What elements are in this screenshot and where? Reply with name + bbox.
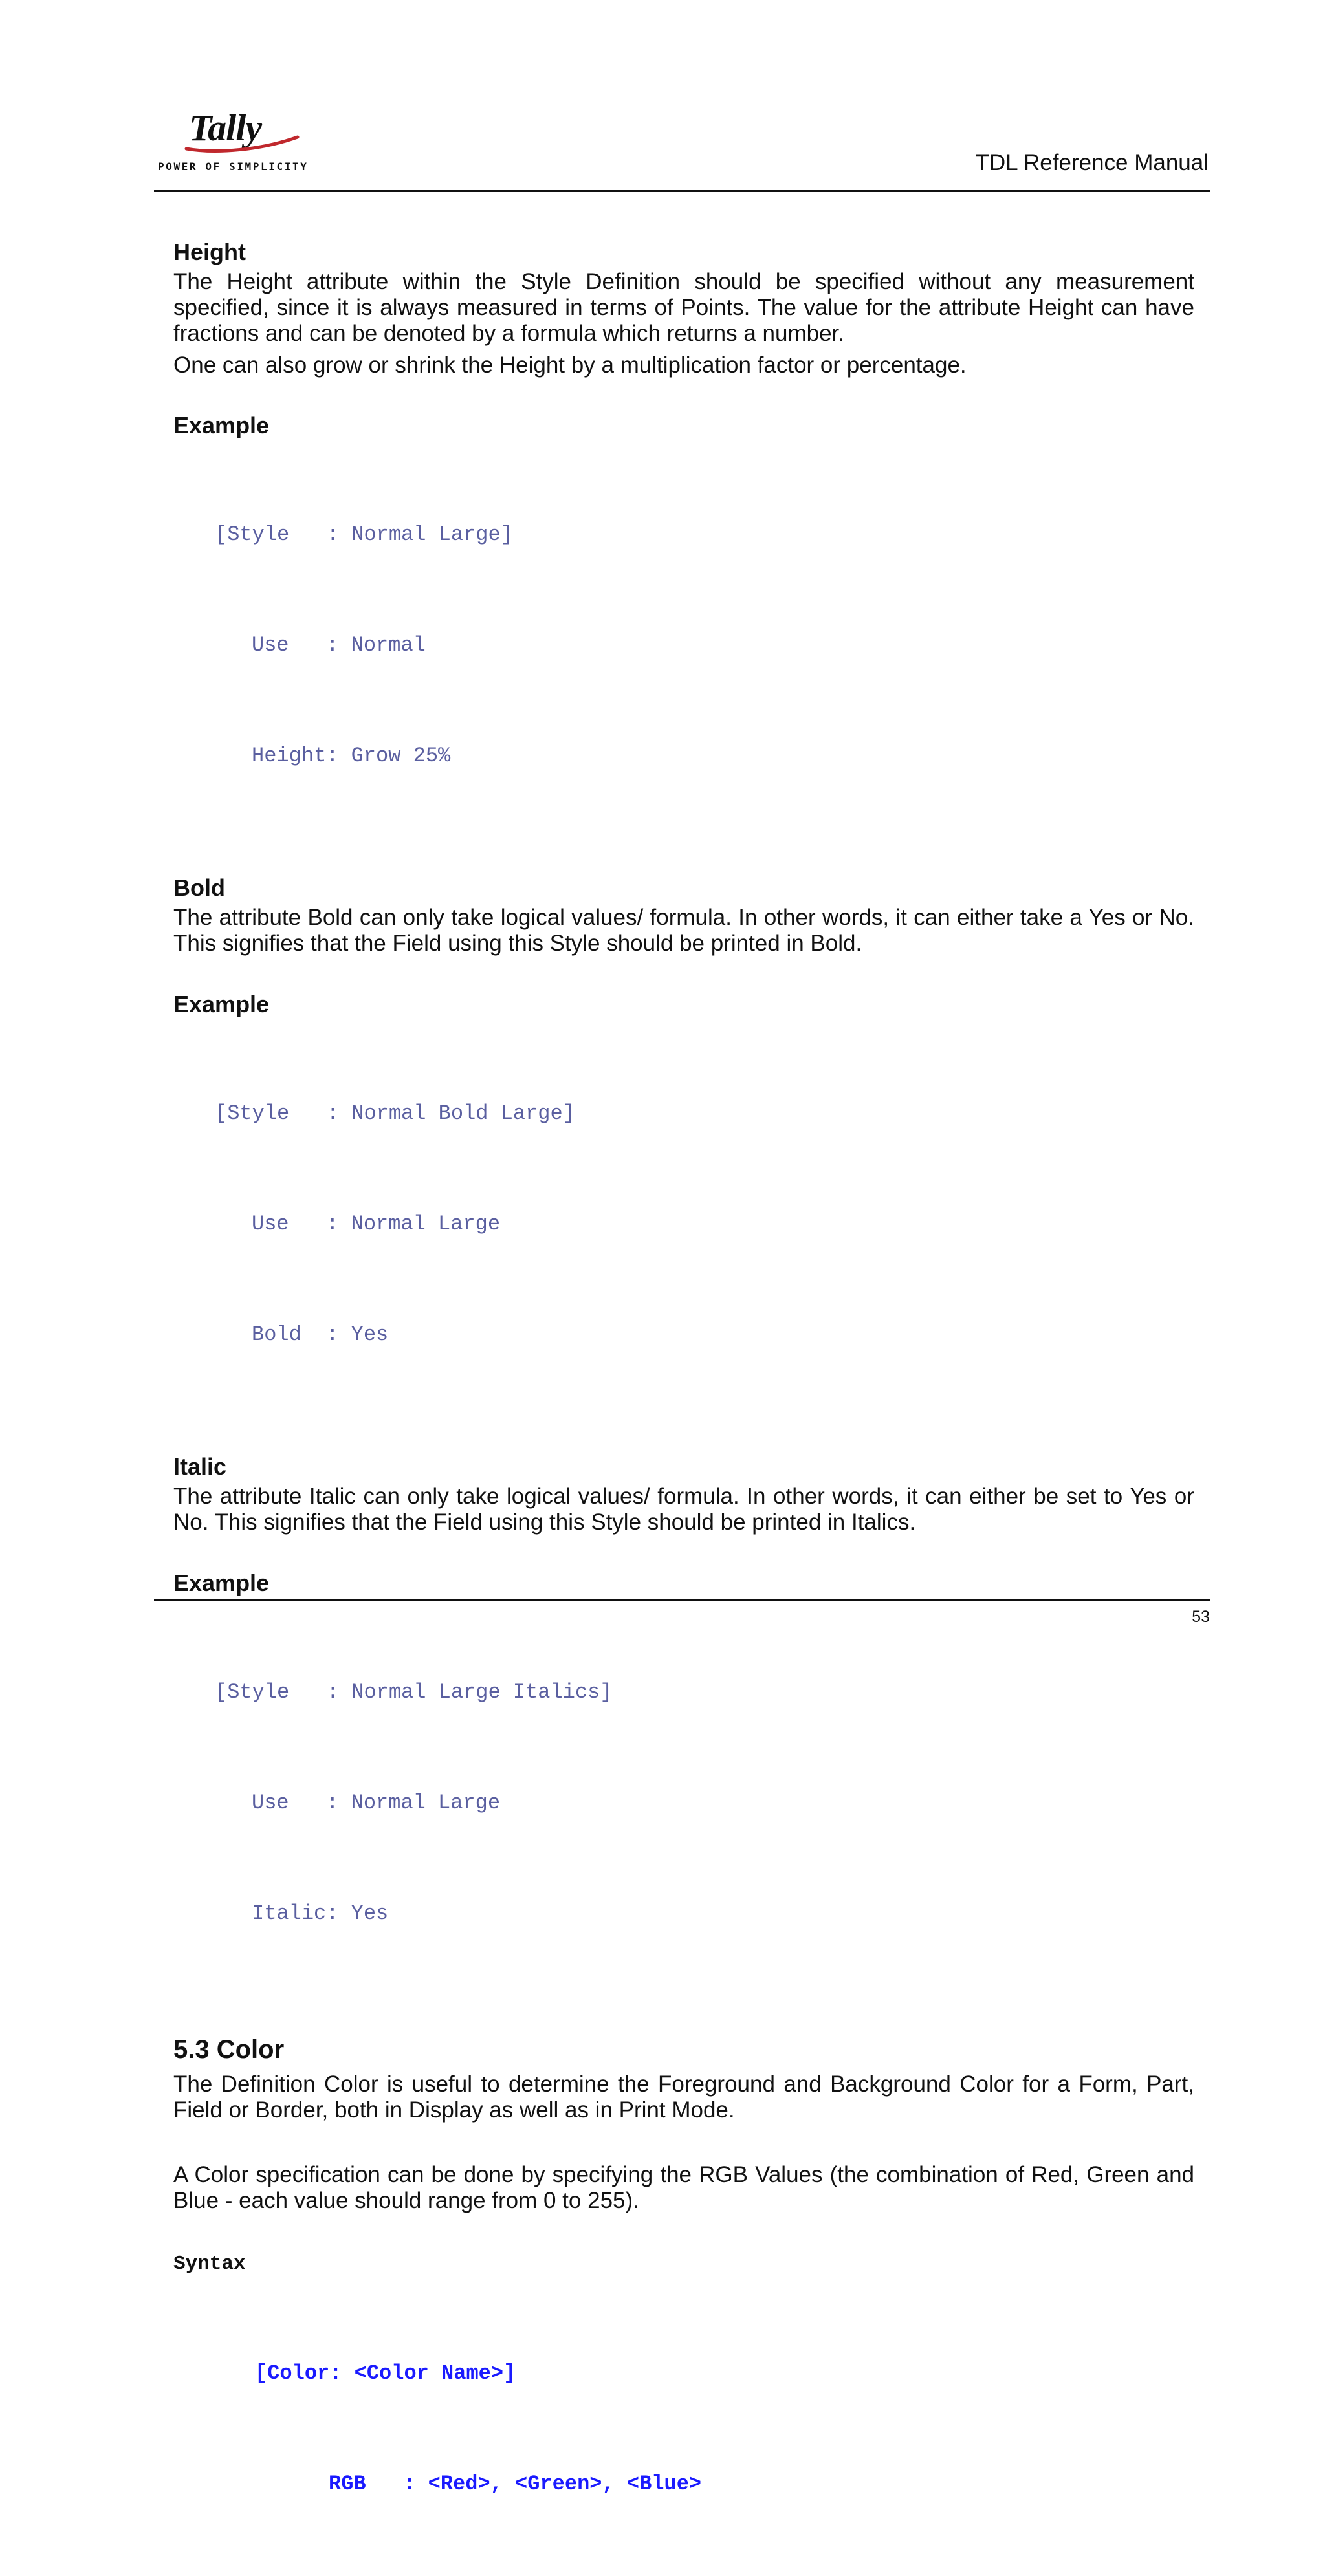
code-line: [Style : Normal Large Italics] <box>215 1680 613 1704</box>
logo-wordmark: Tally <box>189 107 262 149</box>
logo-swoosh-icon <box>184 135 300 154</box>
italic-paragraph-1: The attribute Italic can only take logical values/ formula. In other words, it can either be set to Yes or No. This signifies that the Field using this Style should be printed in Italics. <box>173 1484 1194 1535</box>
syntax-label: Syntax <box>173 2253 246 2275</box>
height-paragraph-2: One can also grow or shrink the Height by a multiplication factor or percentage. <box>173 352 967 378</box>
logo-tagline: POWER OF SIMPLICITY <box>158 160 309 173</box>
code-line: Use : Normal <box>252 633 426 657</box>
color-paragraph-2: A Color specification can be done by specifying the RGB Values (the combination of Red, Green and Blue - each value should range from 0 to 255). <box>173 2162 1194 2213</box>
code-line: Italic: Yes <box>252 1901 389 1925</box>
code-line: Use : Normal Large <box>252 1791 501 1815</box>
bold-example-heading: Example <box>173 991 270 1017</box>
section-heading-color: 5.3 Color <box>173 2035 285 2064</box>
code-line: Height: Grow 25% <box>252 744 451 768</box>
tally-logo <box>158 103 311 175</box>
code-line: Use : Normal Large <box>252 1212 501 1236</box>
section-heading-italic: Italic <box>173 1453 227 1480</box>
section-heading-height: Height <box>173 239 246 265</box>
code-line: [Style : Normal Large] <box>215 523 513 547</box>
height-code-block <box>173 442 1194 848</box>
header-rule <box>154 190 1210 192</box>
italic-code-block <box>173 1600 1194 2006</box>
italic-example-heading: Example <box>173 1570 270 1596</box>
color-paragraph-1: The Definition Color is useful to determine the Foreground and Background Color for a Form, Part, Field or Border, both in Display as well as in Print Mode. <box>173 2072 1194 2123</box>
syntax-block <box>173 2281 1194 2576</box>
syntax-line: RGB : <Red>, <Green>, <Blue> <box>329 2472 702 2496</box>
height-example-heading: Example <box>173 412 270 438</box>
document-title: TDL Reference Manual <box>975 150 1209 175</box>
page-number: 53 <box>1192 1608 1210 1626</box>
bold-code-block <box>173 1021 1194 1427</box>
code-line: Bold : Yes <box>252 1323 389 1347</box>
footer-rule <box>154 1599 1210 1601</box>
page-header <box>154 103 1210 193</box>
height-paragraph-1: The Height attribute within the Style Definition should be specified without any measurement specified, since it is always measured in terms of Points. The value for the attribute Height can have fractions and can be denoted by a formula which returns a number. <box>173 269 1194 346</box>
syntax-line: [Color: <Color Name>] <box>255 2361 516 2385</box>
code-line: [Style : Normal Bold Large] <box>215 1101 575 1125</box>
bold-paragraph-1: The attribute Bold can only take logical values/ formula. In other words, it can either take a Yes or No. This signifies that the Field using this Style should be printed in Bold. <box>173 905 1194 956</box>
page-content <box>173 235 1194 2576</box>
section-heading-bold: Bold <box>173 874 225 901</box>
